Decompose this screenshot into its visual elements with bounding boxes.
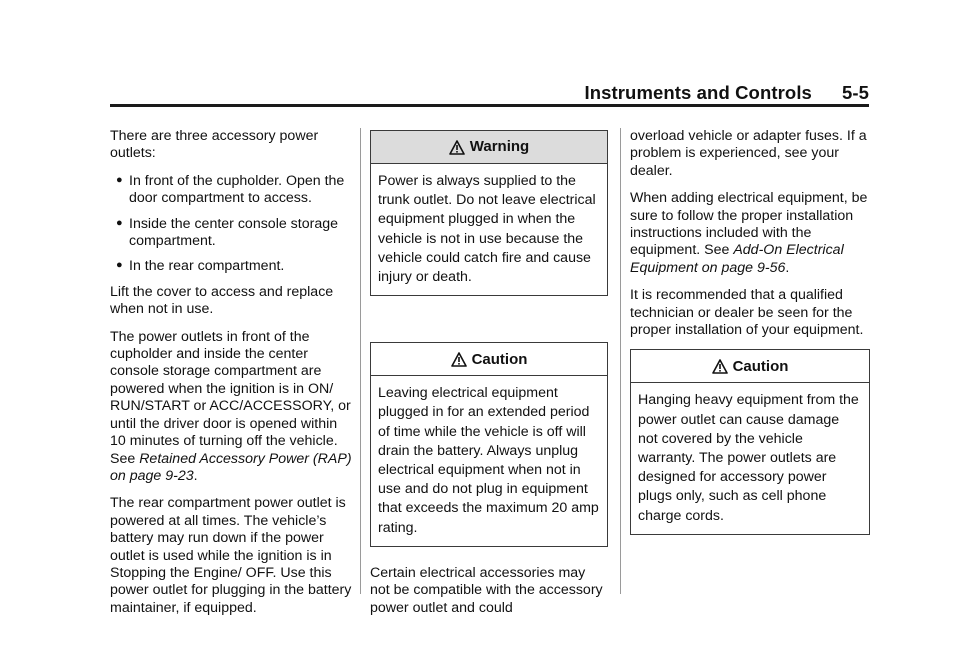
bullet-icon: ● [116,259,123,272]
list-item: ● In the rear compartment. [116,258,285,275]
header-rule [110,104,869,107]
section-title: Instruments and Controls [584,82,812,103]
column-3 [630,128,870,553]
column-divider [620,128,621,594]
caution-box-2 [630,349,870,534]
compatibility-paragraph: Certain electrical accessories may not be compatible with the accessory power outlet and could [370,564,603,616]
warning-triangle-icon [449,140,465,155]
column-divider [360,128,361,594]
list-item: ● In front of the cupholder. Open the door compartment to access. [116,172,345,207]
warning-body: Power is always supplied to the trunk outlet. Do not leave electrical equipment plugged in when the vehicle is not in use because the vehicle could catch fire and cause injury or death. [378,173,596,286]
column-1 [110,128,352,627]
caution-body: Leaving electrical equipment plugged in for an extended period of time while the vehicle is off will drain the battery. Always unplug electrical equipment when not in use and do not plug in equipment that exceeds the maximum 20 amp rating. [378,385,599,536]
caution-title: Caution [471,350,528,368]
column-2 [370,130,608,627]
overload-paragraph: overload vehicle or adapter fuses. If a problem is experienced, see your dealer. [630,128,867,179]
warning-box [370,130,608,296]
intro-paragraph: There are three accessory power outlets: [110,128,319,162]
rap-reference-link[interactable]: Retained Accessory Power (RAP) on page 9-23 [110,450,352,484]
bullet-icon: ● [116,173,123,186]
caution-body-2: Hanging heavy equipment from the power outlet can cause damage not covered by the vehicle warranty. The power outlets are designed for accessory power plugs only, such as cell phone charge cords. [638,392,859,524]
caution-title-2: Caution [732,357,789,375]
recommend-paragraph: It is recommended that a qualified technician or dealer be seen for the proper installation of your equipment. [630,287,864,339]
lift-paragraph: Lift the cover to access and replace when not in use. [110,283,334,318]
caution-triangle-icon [451,352,467,367]
caution-triangle-icon [712,359,728,374]
add-on-reference-link[interactable]: Add-On Electrical Equipment on page 9-56 [630,242,844,276]
bullet-icon: ● [116,216,123,229]
warning-title: Warning [469,138,530,156]
power-paragraph: The power outlets in front of the cupholder and inside the center console storage compartment are powered when the ignition is in ON/ RUN/START or ACC/ACCESSORY, or until the driver door is opened within 10 minutes of turning off the vehicle. See Retained Accessory Power (RAP) on page 9-23. [110,328,352,484]
rear-outlet-paragraph: The rear compartment power outlet is powered at all times. The vehicle’s battery may run down if the power outlet is used while the ignition is in Stopping the Engine/ OFF. Use this power outlet for plugging in the battery maintainer, if equipped. [110,495,352,616]
warning-header [371,131,607,164]
page-header [110,82,869,104]
page-number: 5-5 [841,82,869,103]
list-item: ● Inside the center console storage compartment. [116,215,339,250]
caution-box [370,342,608,547]
adding-equipment-paragraph: When adding electrical equipment, be sure to follow the proper installation instructions included with the equipment. See Add-On Electrical Equipment on page 9-56. [630,190,868,276]
caution-header-2 [631,350,869,383]
caution-header [371,343,607,376]
